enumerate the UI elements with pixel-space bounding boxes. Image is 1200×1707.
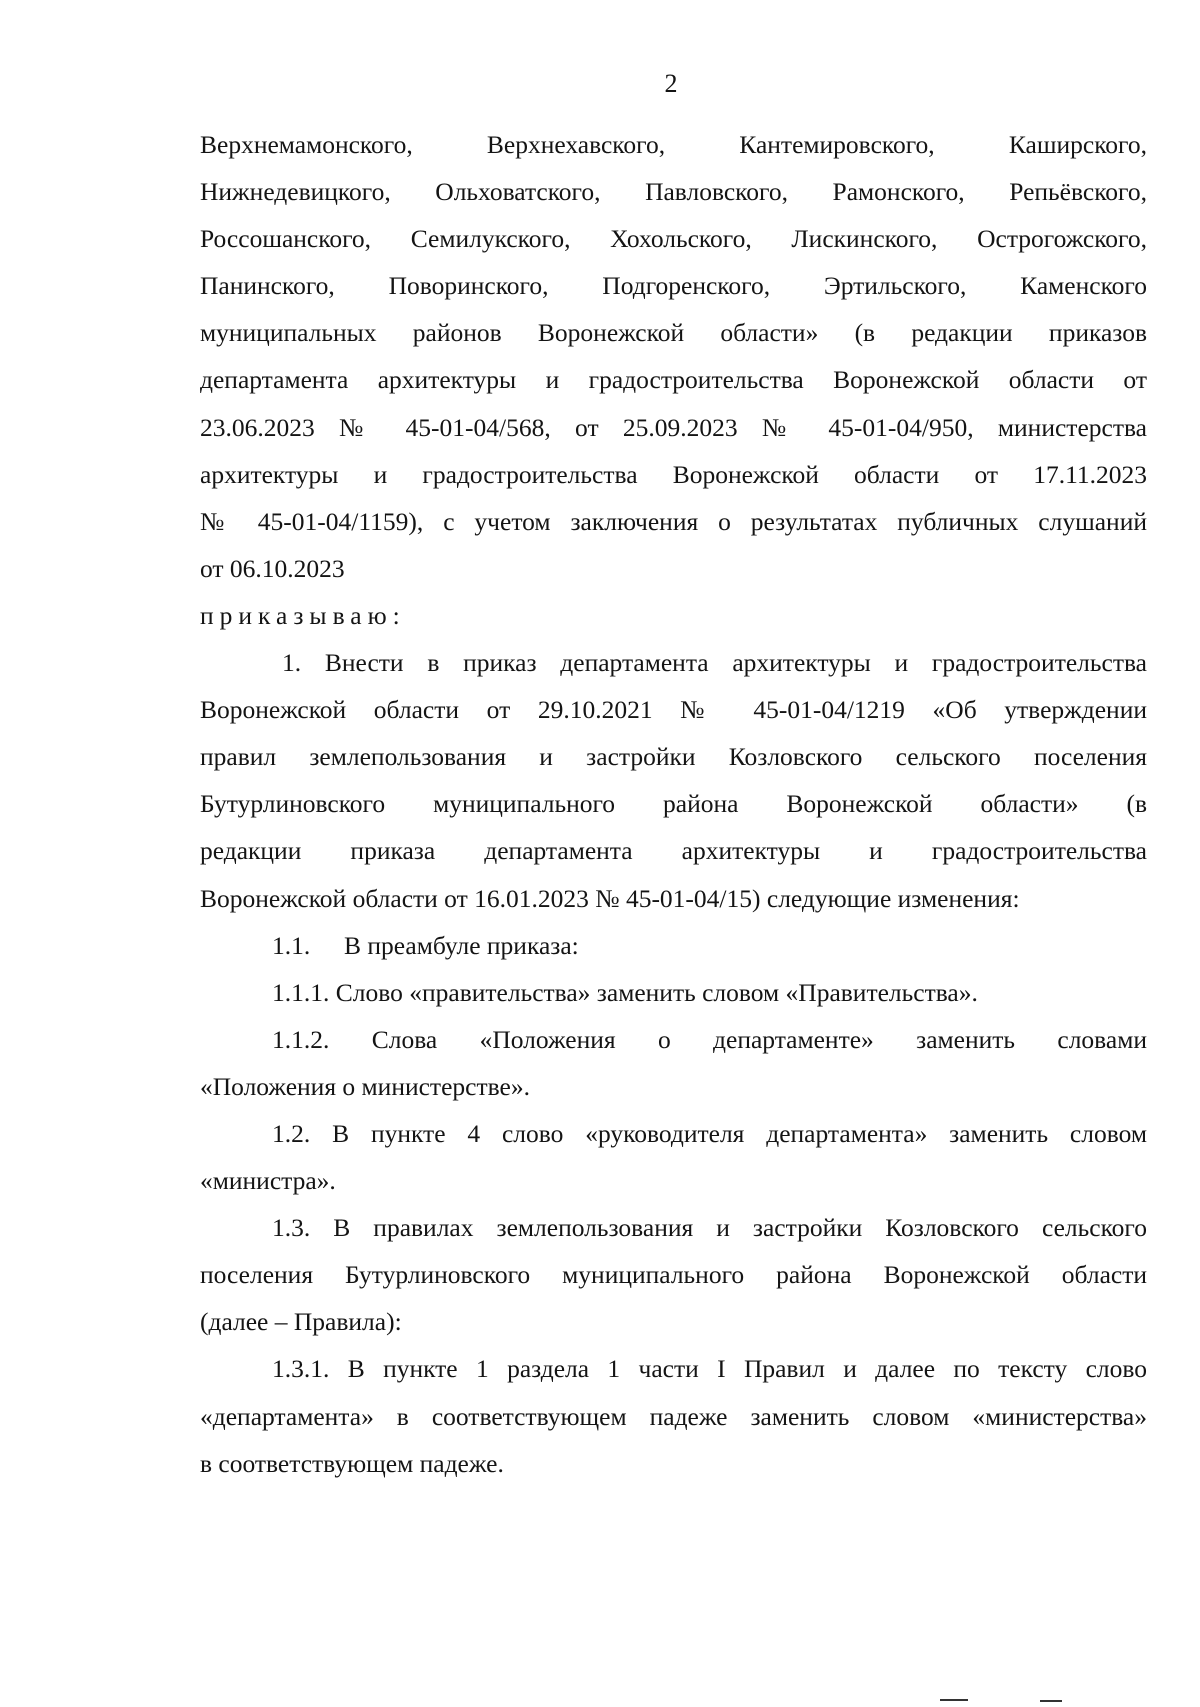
document-body: [200, 121, 1147, 1487]
order-word: приказываю:: [200, 600, 406, 630]
item-1-1-1: [200, 969, 1147, 1016]
item-1-1-2-line: «Положения о министерстве».: [200, 1071, 530, 1101]
item-1-1-1-text: Слово «правительства» заменить словом «Правительства».: [335, 977, 978, 1007]
preamble-line: Нижнедевицкого, Ольховатского, Павловского, Рамонского, Репьёвского,: [200, 177, 1147, 207]
item-1-2-line: 1.2. В пункте 4 слово «руководителя департамента» заменить словом: [272, 1118, 1147, 1148]
page-number: 2: [664, 69, 678, 98]
scan-edge-marks: [0, 1697, 1200, 1707]
preamble-line: 23.06.2023 № 45-01-04/568, от 25.09.2023 № 45-01-04/950, министерства: [200, 412, 1147, 442]
item-1-3-line: 1.3. В правилах землепользования и застройки Козловского сельского: [272, 1213, 1147, 1243]
item-1-3-1-line: «департамента» в соответствующем падеже заменить словом «министерства»: [200, 1401, 1147, 1431]
preamble-line: № 45-01-04/1159), с учетом заключения о результатах публичных слушаний: [200, 506, 1147, 536]
item-1-line: Бутурлиновского муниципального района Воронежской области» (в: [200, 789, 1147, 819]
item-1-line: 1. Внести в приказ департамента архитектуры и градостроительства: [282, 648, 1147, 678]
item-1-3-1-line: 1.3.1. В пункте 1 раздела 1 части I Правил и далее по тексту слово: [272, 1354, 1147, 1384]
item-1-line: правил землепользования и застройки Козловского сельского поселения: [200, 742, 1147, 772]
item-1-line: Воронежской области от 29.10.2021 № 45-01-04/1219 «Об утверждении: [200, 695, 1147, 725]
preamble-line: архитектуры и градостроительства Воронежской области от 17.11.2023: [200, 459, 1147, 489]
preamble-line: Панинского, Поворинского, Подгоренского, Эртильского, Каменского: [200, 271, 1147, 301]
item-1-1: [200, 922, 1147, 969]
item-1-line: Воронежской области от 16.01.2023 № 45-01-04/15) следующие изменения:: [200, 883, 1020, 913]
item-1-line: редакции приказа департамента архитектуры и градостроительства: [200, 836, 1147, 866]
item-1-3-line: (далее – Правила):: [200, 1307, 402, 1337]
item-1-3-line: поселения Бутурлиновского муниципального района Воронежской области: [200, 1260, 1147, 1290]
item-1-3-1-line: в соответствующем падеже.: [200, 1448, 504, 1478]
preamble-line: муниципальных районов Воронежской области» (в редакции приказов: [200, 318, 1147, 348]
scan-artifact: [940, 1699, 968, 1701]
preamble-line: Верхнемамонского, Верхнехавского, Кантемировского, Каширского,: [200, 130, 1147, 159]
preamble-line: департамента архитектуры и градостроительства Воронежской области от: [200, 365, 1147, 395]
item-1-1-1-label: 1.1.1.: [272, 977, 330, 1007]
item-1-1-label: 1.1.: [272, 930, 311, 960]
item-1-1-2-line: 1.1.2. Слова «Положения о департаменте» заменить словами: [272, 1024, 1147, 1054]
preamble-line: от 06.10.2023: [200, 553, 345, 583]
item-1-2-line: «министра».: [200, 1166, 336, 1196]
item-1-1-text: В преамбуле приказа:: [344, 930, 579, 960]
scan-artifact: [1040, 1700, 1062, 1702]
preamble-line: Россошанского, Семилукского, Хохольского, Лискинского, Острогожского,: [200, 224, 1147, 254]
